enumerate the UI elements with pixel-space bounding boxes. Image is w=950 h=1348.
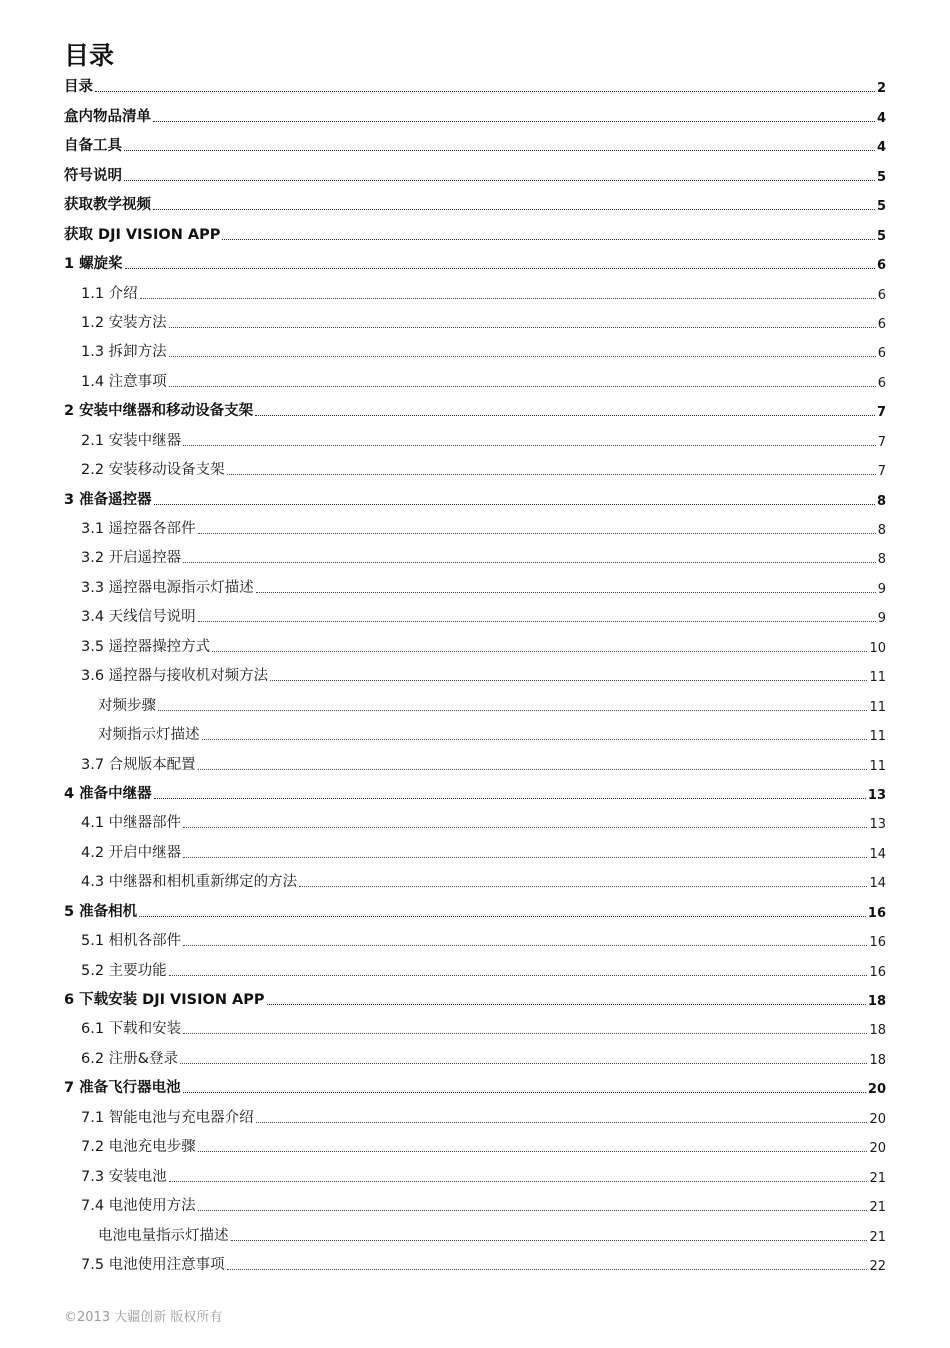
- toc-entry[interactable]: [64, 1162, 886, 1191]
- toc-entry-title: 7.4 电池使用方法: [81, 1198, 196, 1215]
- dot-leader: [124, 150, 875, 151]
- toc-entry-title: 对频步骤: [98, 697, 156, 714]
- toc-entry[interactable]: [64, 515, 886, 544]
- toc-entry-page: 18: [869, 1052, 886, 1068]
- dot-leader: [183, 1092, 866, 1093]
- toc-entry-title: 5.2 主要功能: [81, 962, 167, 979]
- toc-entry-title: 盒内物品清单: [64, 108, 151, 125]
- dot-leader: [231, 1240, 868, 1241]
- toc-entry-page: 6: [876, 258, 886, 274]
- dot-leader: [299, 886, 867, 887]
- toc-entry[interactable]: [64, 1133, 886, 1162]
- toc-entry[interactable]: [64, 250, 886, 279]
- dot-leader: [256, 592, 876, 593]
- toc-entry-title: 3.4 天线信号说明: [81, 609, 196, 626]
- toc-entry-title: 6 下载安装 DJI VISION APP: [64, 992, 265, 1008]
- toc-entry-page: 2: [876, 81, 886, 97]
- dot-leader: [267, 1004, 866, 1005]
- toc-entry[interactable]: [64, 73, 886, 102]
- toc-entry-page: 13: [869, 817, 886, 833]
- toc-entry-title: 自备工具: [64, 138, 122, 155]
- toc-entry-title: 1.1 介绍: [81, 285, 138, 302]
- dot-leader: [212, 651, 867, 652]
- toc-entry-page: 11: [869, 758, 886, 774]
- toc-entry[interactable]: [64, 809, 886, 838]
- toc-entry[interactable]: [64, 279, 886, 308]
- dot-leader: [198, 769, 868, 770]
- dot-leader: [255, 415, 875, 416]
- toc-entry-title: 4.1 中继器部件: [81, 815, 182, 832]
- toc-entry-page: 11: [869, 729, 886, 745]
- copyright-footer: ©2013 大疆创新 版权所有: [64, 1310, 223, 1325]
- toc-entry-page: 10: [869, 640, 886, 656]
- toc-entry-title: 获取 DJI VISION APP: [64, 226, 221, 243]
- toc-entry-title: 2.2 安装移动设备支架: [81, 462, 225, 479]
- dot-leader: [198, 533, 876, 534]
- toc-entry-title: 4.2 开启中继器: [81, 844, 182, 861]
- toc-entry-page: 6: [877, 287, 886, 303]
- toc-entry[interactable]: [64, 1251, 886, 1280]
- toc-entry-title: 6.1 下载和安装: [81, 1021, 182, 1038]
- dot-leader: [158, 710, 867, 711]
- toc-entry-page: 20: [869, 1111, 886, 1127]
- dot-leader: [169, 975, 868, 976]
- toc-entry-page: 9: [877, 581, 886, 597]
- dot-leader: [125, 268, 875, 269]
- toc-entry-page: 16: [867, 905, 886, 921]
- dot-leader: [198, 621, 876, 622]
- toc-entry-page: 4: [876, 140, 886, 156]
- toc-entry[interactable]: [64, 1015, 886, 1044]
- toc-entry-page: 20: [869, 1141, 886, 1157]
- toc-entry-title: 3.5 遥控器操控方式: [81, 638, 211, 655]
- toc-entry-title: 3.6 遥控器与接收机对频方法: [81, 668, 269, 685]
- toc-entry-page: 11: [869, 670, 886, 686]
- toc-entry[interactable]: [64, 1074, 886, 1103]
- toc-entry-page: 21: [869, 1170, 886, 1186]
- toc-entry[interactable]: [64, 838, 886, 867]
- toc-entry-title: 2 安装中继器和移动设备支架: [64, 403, 254, 420]
- toc-entry-title: 1 螺旋桨: [64, 256, 123, 273]
- dot-leader: [256, 1122, 868, 1123]
- toc-entry-page: 4: [876, 110, 886, 126]
- dot-leader: [198, 1151, 868, 1152]
- toc-entry-title: 7.2 电池充电步骤: [81, 1139, 196, 1156]
- dot-leader: [153, 209, 875, 210]
- toc-entry[interactable]: [64, 456, 886, 485]
- toc-entry-title: 4.3 中继器和相机重新绑定的方法: [81, 874, 298, 891]
- dot-leader: [169, 327, 876, 328]
- toc-entry[interactable]: [64, 220, 886, 249]
- toc-entry[interactable]: [64, 102, 886, 131]
- toc-entry-title: 7.5 电池使用注意事项: [81, 1256, 225, 1273]
- page-title: 目录: [64, 41, 115, 70]
- toc-entry-title: 3.7 合规版本配置: [81, 756, 196, 773]
- table-of-contents: [64, 73, 886, 1280]
- toc-entry-title: 3 准备遥控器: [64, 491, 152, 508]
- toc-entry-title: 1.2 安装方法: [81, 314, 167, 331]
- toc-entry[interactable]: [64, 986, 886, 1015]
- dot-leader: [227, 1269, 868, 1270]
- toc-entry-page: 5: [876, 228, 886, 244]
- dot-leader: [183, 857, 867, 858]
- dot-leader: [153, 121, 875, 122]
- dot-leader: [198, 1210, 868, 1211]
- toc-entry-page: 21: [869, 1229, 886, 1245]
- dot-leader: [183, 827, 867, 828]
- toc-entry[interactable]: [64, 161, 886, 190]
- toc-entry-title: 3.3 遥控器电源指示灯描述: [81, 579, 254, 596]
- toc-entry-page: 14: [869, 846, 886, 862]
- toc-entry[interactable]: [64, 1221, 886, 1250]
- dot-leader: [124, 180, 875, 181]
- toc-entry-title: 3.1 遥控器各部件: [81, 521, 196, 537]
- toc-entry[interactable]: [64, 426, 886, 455]
- dot-leader: [183, 1033, 867, 1034]
- toc-entry[interactable]: [64, 191, 886, 220]
- toc-entry-title: 获取教学视频: [64, 197, 151, 214]
- dot-leader: [140, 298, 876, 299]
- toc-entry-page: 6: [877, 316, 886, 332]
- dot-leader: [180, 1063, 867, 1064]
- toc-entry[interactable]: [64, 1103, 886, 1132]
- dot-leader: [222, 239, 875, 240]
- toc-entry[interactable]: [64, 721, 886, 750]
- toc-entry-page: 8: [877, 523, 886, 538]
- toc-entry-page: 7: [877, 434, 886, 450]
- toc-entry[interactable]: [64, 309, 886, 338]
- toc-entry[interactable]: [64, 780, 886, 809]
- dot-leader: [154, 798, 866, 799]
- toc-entry-title: 电池电量指示灯描述: [98, 1227, 229, 1244]
- toc-entry[interactable]: [64, 691, 886, 720]
- toc-entry-title: 3.2 开启遥控器: [81, 550, 182, 567]
- toc-entry-page: 7: [877, 464, 886, 480]
- toc-entry-page: 14: [869, 876, 886, 892]
- toc-entry-page: 20: [867, 1082, 886, 1098]
- dot-leader: [169, 1181, 868, 1182]
- toc-entry-title: 7 准备飞行器电池: [64, 1080, 181, 1097]
- dot-leader: [139, 916, 866, 917]
- toc-entry[interactable]: [64, 868, 886, 897]
- toc-entry-page: 8: [877, 552, 886, 568]
- toc-entry-title: 1.3 拆卸方法: [81, 344, 167, 361]
- toc-entry[interactable]: [64, 603, 886, 632]
- toc-entry[interactable]: [64, 544, 886, 573]
- toc-entry-page: 13: [867, 787, 886, 803]
- toc-entry[interactable]: [64, 573, 886, 602]
- toc-entry[interactable]: [64, 1044, 886, 1073]
- toc-entry-title: 符号说明: [64, 167, 122, 184]
- toc-entry[interactable]: [64, 897, 886, 926]
- toc-entry-title: 5.1 相机各部件: [81, 933, 182, 950]
- dot-leader: [95, 91, 875, 92]
- toc-entry-title: 对频指示灯描述: [98, 727, 200, 744]
- toc-entry-title: 6.2 注册&登录: [81, 1050, 178, 1067]
- toc-entry-page: 22: [869, 1258, 886, 1274]
- toc-entry[interactable]: [64, 367, 886, 396]
- toc-entry-page: 21: [869, 1200, 886, 1216]
- toc-entry-page: 5: [876, 199, 886, 215]
- toc-entry[interactable]: [64, 397, 886, 426]
- dot-leader: [154, 504, 875, 505]
- dot-leader: [183, 562, 876, 563]
- toc-entry-title: 7.3 安装电池: [81, 1168, 167, 1185]
- toc-entry-title: 4 准备中继器: [64, 785, 152, 802]
- toc-entry[interactable]: [64, 338, 886, 367]
- toc-entry-page: 5: [876, 169, 886, 185]
- toc-entry[interactable]: [64, 1192, 886, 1221]
- toc-entry-page: 7: [876, 405, 886, 421]
- toc-entry-title: 5 准备相机: [64, 903, 138, 920]
- toc-entry-page: 16: [869, 964, 886, 980]
- toc-entry-title: 7.1 智能电池与充电器介绍: [81, 1109, 254, 1126]
- dot-leader: [183, 945, 867, 946]
- toc-entry-title: 2.1 安装中继器: [81, 432, 182, 449]
- dot-leader: [169, 386, 876, 387]
- dot-leader: [227, 474, 876, 475]
- toc-entry[interactable]: [64, 632, 886, 661]
- toc-entry-page: 11: [869, 699, 886, 715]
- toc-entry-page: 18: [869, 1023, 886, 1039]
- dot-leader: [202, 739, 868, 740]
- toc-entry-page: 18: [867, 994, 886, 1009]
- toc-entry[interactable]: [64, 956, 886, 985]
- toc-entry-page: 6: [877, 346, 886, 362]
- toc-entry-page: 6: [877, 375, 886, 391]
- toc-entry-page: 8: [876, 493, 886, 509]
- toc-entry[interactable]: [64, 750, 886, 779]
- toc-entry[interactable]: [64, 132, 886, 161]
- toc-entry[interactable]: [64, 485, 886, 514]
- dot-leader: [183, 445, 876, 446]
- toc-entry-page: 9: [877, 611, 886, 627]
- toc-entry[interactable]: [64, 927, 886, 956]
- toc-entry[interactable]: [64, 662, 886, 691]
- dot-leader: [270, 680, 867, 681]
- toc-entry-page: 16: [869, 935, 886, 951]
- toc-entry-title: 目录: [64, 79, 93, 96]
- dot-leader: [169, 356, 876, 357]
- toc-entry-title: 1.4 注意事项: [81, 373, 167, 390]
